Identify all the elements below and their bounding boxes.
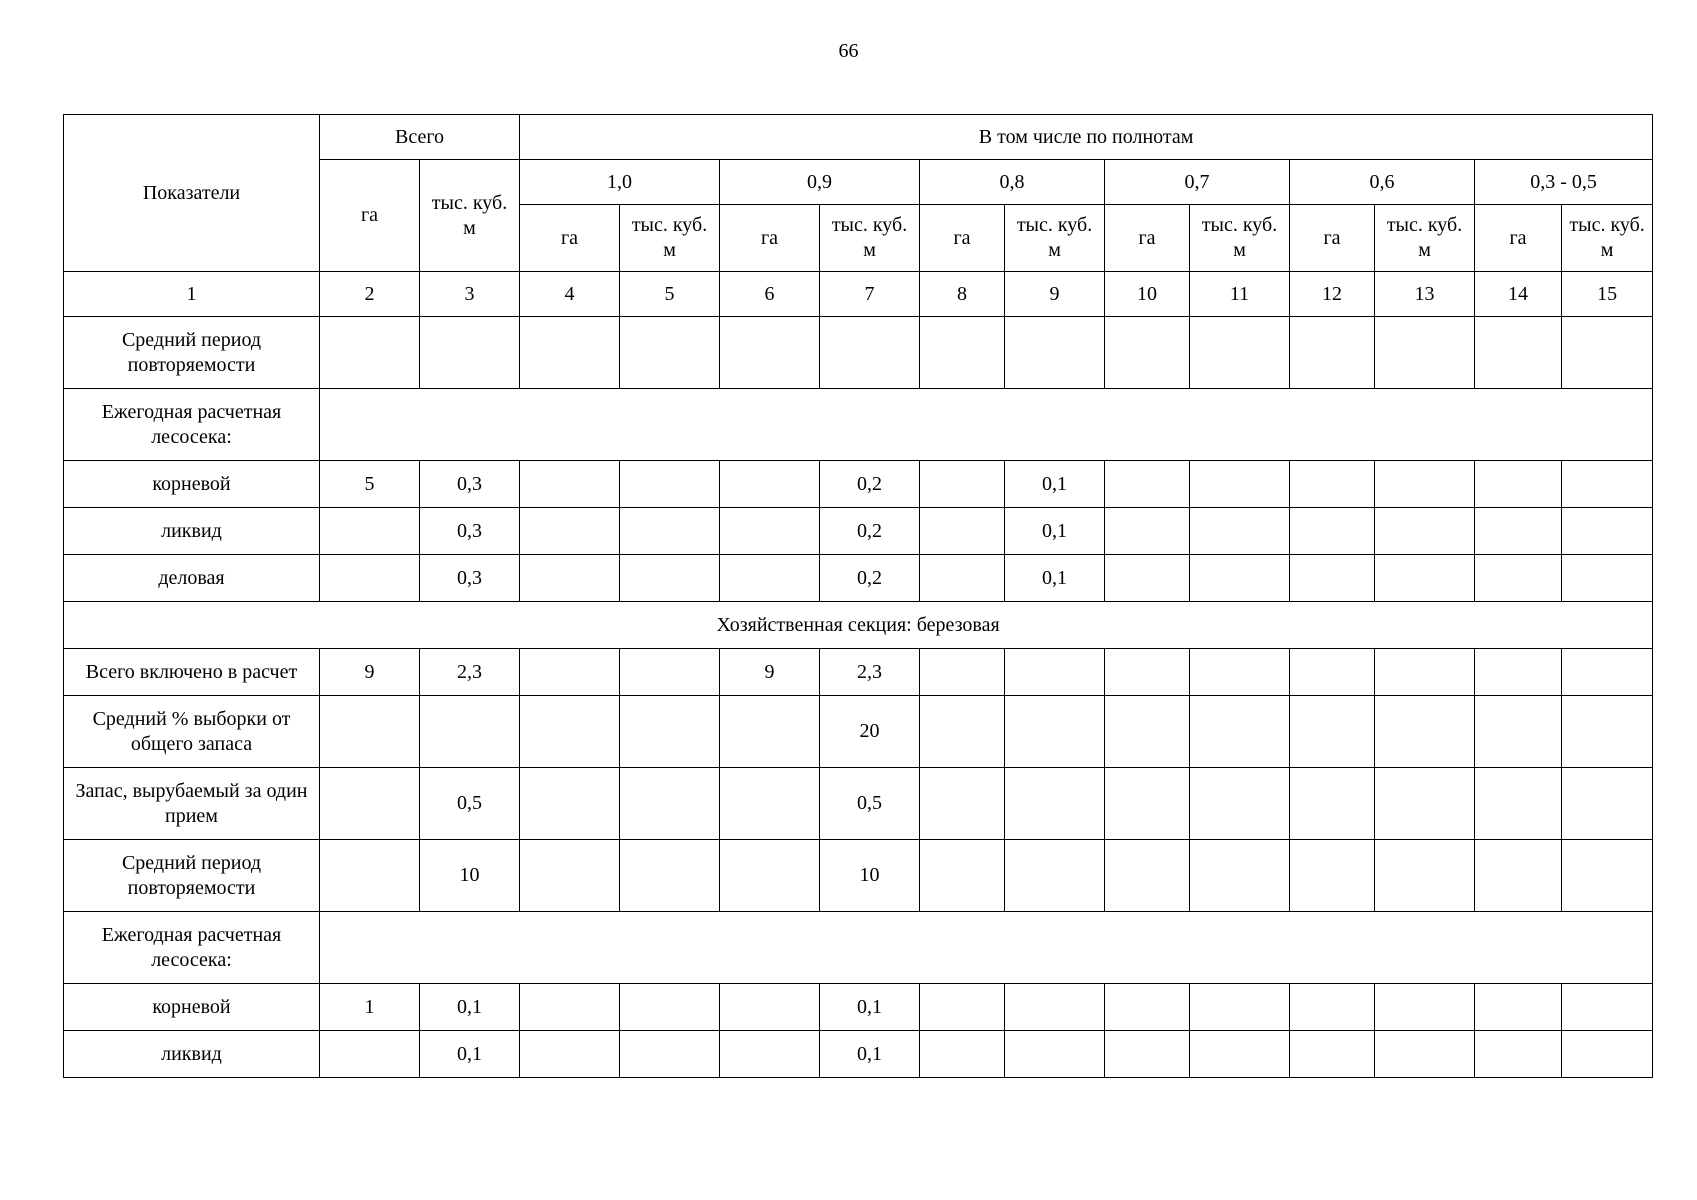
table-cell xyxy=(1290,696,1375,768)
table-cell xyxy=(1290,508,1375,555)
table-cell xyxy=(720,317,820,389)
table-row xyxy=(64,555,1653,602)
table-cell xyxy=(1105,508,1190,555)
header-density-2-volume: тыс. куб. м xyxy=(820,205,920,272)
table-cell xyxy=(320,768,420,840)
table-row xyxy=(64,768,1653,840)
table-cell xyxy=(1190,461,1290,508)
table-cell xyxy=(520,555,620,602)
table-cell xyxy=(720,768,820,840)
header-density-3-ha: га xyxy=(920,205,1005,272)
table-cell xyxy=(1005,649,1105,696)
table-cell xyxy=(420,317,520,389)
table-cell xyxy=(1475,696,1562,768)
column-number-8: 8 xyxy=(920,272,1005,317)
table-cell xyxy=(320,508,420,555)
table-cell: 9 xyxy=(320,649,420,696)
row-label: Ежегодная расчетная лесосека: xyxy=(64,389,320,461)
header-density-6-ha: га xyxy=(1475,205,1562,272)
table-cell xyxy=(320,1031,420,1078)
row-label: деловая xyxy=(64,555,320,602)
table-cell xyxy=(1190,768,1290,840)
table-cell xyxy=(620,768,720,840)
header-density-4-ha: га xyxy=(1105,205,1190,272)
table-cell: 10 xyxy=(420,840,520,912)
table-cell xyxy=(1105,317,1190,389)
section-title: Хозяйственная секция: березовая xyxy=(64,602,1653,649)
header-density-3-volume: тыс. куб. м xyxy=(1005,205,1105,272)
column-numbers-row xyxy=(64,272,1653,317)
table-row xyxy=(64,1031,1653,1078)
table-cell xyxy=(1290,1031,1375,1078)
header-total-volume: тыс. куб. м xyxy=(420,160,520,272)
column-number-3: 3 xyxy=(420,272,520,317)
header-density-1: 1,0 xyxy=(520,160,720,205)
table-cell xyxy=(920,649,1005,696)
table-cell xyxy=(1290,317,1375,389)
table-cell xyxy=(1190,840,1290,912)
table-cell xyxy=(1290,649,1375,696)
data-table xyxy=(63,114,1653,1078)
table-cell xyxy=(1005,317,1105,389)
table-cell xyxy=(1105,555,1190,602)
table-cell xyxy=(1562,696,1653,768)
table-cell xyxy=(1105,1031,1190,1078)
table-cell: 0,2 xyxy=(820,461,920,508)
table-cell: 0,3 xyxy=(420,508,520,555)
table-row xyxy=(64,602,1653,649)
header-density-6: 0,3 - 0,5 xyxy=(1475,160,1653,205)
table-cell xyxy=(1562,461,1653,508)
row-label: корневой xyxy=(64,984,320,1031)
table-cell xyxy=(1190,984,1290,1031)
column-number-11: 11 xyxy=(1190,272,1290,317)
table-cell xyxy=(1005,696,1105,768)
table-cell xyxy=(1562,768,1653,840)
table-cell xyxy=(720,555,820,602)
table-cell xyxy=(1105,461,1190,508)
column-number-7: 7 xyxy=(820,272,920,317)
table-cell: 20 xyxy=(820,696,920,768)
column-number-10: 10 xyxy=(1105,272,1190,317)
table-cell xyxy=(320,555,420,602)
table-cell xyxy=(520,840,620,912)
column-number-13: 13 xyxy=(1375,272,1475,317)
table-cell xyxy=(520,1031,620,1078)
table-cell xyxy=(620,984,720,1031)
table-cell xyxy=(720,696,820,768)
table-cell: 0,1 xyxy=(420,984,520,1031)
table-cell xyxy=(1562,1031,1653,1078)
table-cell xyxy=(1375,768,1475,840)
table-cell xyxy=(320,317,420,389)
row-label: Средний период повторяемости xyxy=(64,840,320,912)
table-row xyxy=(64,389,1653,461)
table-cell xyxy=(1005,768,1105,840)
header-total: Всего xyxy=(320,115,520,160)
table-cell xyxy=(1290,984,1375,1031)
table-cell xyxy=(1005,984,1105,1031)
row-label: Запас, вырубаемый за один прием xyxy=(64,768,320,840)
table-cell xyxy=(620,840,720,912)
table-cell xyxy=(1190,1031,1290,1078)
table-cell xyxy=(1475,649,1562,696)
table-cell xyxy=(1375,461,1475,508)
table-cell xyxy=(1005,1031,1105,1078)
header-row-1 xyxy=(64,115,1653,160)
header-density-5-volume: тыс. куб. м xyxy=(1375,205,1475,272)
table-cell xyxy=(1562,984,1653,1031)
table-cell xyxy=(1105,649,1190,696)
table-cell xyxy=(720,508,820,555)
table-cell xyxy=(320,696,420,768)
table-cell xyxy=(520,461,620,508)
table-cell xyxy=(1375,555,1475,602)
table-cell xyxy=(720,984,820,1031)
table-cell xyxy=(1475,984,1562,1031)
table-cell xyxy=(620,461,720,508)
table-cell xyxy=(1105,768,1190,840)
table-cell xyxy=(1375,508,1475,555)
row-label: ликвид xyxy=(64,1031,320,1078)
row-label: Ежегодная расчетная лесосека: xyxy=(64,912,320,984)
row-label: корневой xyxy=(64,461,320,508)
table-cell: 0,1 xyxy=(1005,461,1105,508)
table-cell xyxy=(920,317,1005,389)
column-number-4: 4 xyxy=(520,272,620,317)
header-density-2-ha: га xyxy=(720,205,820,272)
table-cell: 2,3 xyxy=(820,649,920,696)
table-cell xyxy=(1562,508,1653,555)
page-number: 66 xyxy=(838,40,859,62)
merged-empty-cell xyxy=(320,912,1653,984)
table-cell xyxy=(1290,840,1375,912)
table-cell: 0,1 xyxy=(820,984,920,1031)
header-indicators: Показатели xyxy=(64,115,320,272)
header-by-density: В том числе по полнотам xyxy=(520,115,1653,160)
table-cell xyxy=(920,696,1005,768)
table-cell xyxy=(920,984,1005,1031)
header-density-5-ha: га xyxy=(1290,205,1375,272)
table-cell: 0,1 xyxy=(820,1031,920,1078)
table-body xyxy=(64,317,1653,1078)
table-cell xyxy=(1290,461,1375,508)
merged-empty-cell xyxy=(320,389,1653,461)
header-density-3: 0,8 xyxy=(920,160,1105,205)
table-cell xyxy=(1562,840,1653,912)
table-cell xyxy=(920,508,1005,555)
table-cell xyxy=(1290,768,1375,840)
table-cell xyxy=(620,317,720,389)
table-cell xyxy=(620,1031,720,1078)
table-row xyxy=(64,317,1653,389)
table-cell xyxy=(920,461,1005,508)
table-cell xyxy=(1290,555,1375,602)
table-cell xyxy=(1375,984,1475,1031)
table-cell xyxy=(520,649,620,696)
table-cell xyxy=(1475,768,1562,840)
table-cell: 9 xyxy=(720,649,820,696)
table-cell xyxy=(1105,984,1190,1031)
table-cell xyxy=(1475,508,1562,555)
table-cell xyxy=(1190,555,1290,602)
header-density-6-volume: тыс. куб. м xyxy=(1562,205,1653,272)
table-cell xyxy=(520,696,620,768)
table-cell xyxy=(820,317,920,389)
table-cell xyxy=(620,555,720,602)
table-row xyxy=(64,840,1653,912)
column-number-6: 6 xyxy=(720,272,820,317)
header-density-1-volume: тыс. куб. м xyxy=(620,205,720,272)
header-density-2: 0,9 xyxy=(720,160,920,205)
header-total-ha: га xyxy=(320,160,420,272)
table-cell: 0,3 xyxy=(420,555,520,602)
table-cell xyxy=(1562,317,1653,389)
table-cell xyxy=(620,649,720,696)
table-cell xyxy=(620,508,720,555)
table-cell xyxy=(1190,649,1290,696)
table-cell xyxy=(1475,1031,1562,1078)
table-cell xyxy=(1005,840,1105,912)
table-cell xyxy=(1475,840,1562,912)
column-number-2: 2 xyxy=(320,272,420,317)
table-cell xyxy=(620,696,720,768)
table-cell: 1 xyxy=(320,984,420,1031)
table-cell xyxy=(920,555,1005,602)
table-row xyxy=(64,912,1653,984)
table-cell xyxy=(920,768,1005,840)
table-cell xyxy=(1375,696,1475,768)
table-row xyxy=(64,461,1653,508)
header-density-1-ha: га xyxy=(520,205,620,272)
table-cell xyxy=(1190,508,1290,555)
table-cell: 5 xyxy=(320,461,420,508)
column-number-5: 5 xyxy=(620,272,720,317)
table-row xyxy=(64,649,1653,696)
table-cell: 0,5 xyxy=(420,768,520,840)
table-cell xyxy=(1375,649,1475,696)
table-row xyxy=(64,508,1653,555)
row-label: Средний % выборки от общего запаса xyxy=(64,696,320,768)
table-cell xyxy=(420,696,520,768)
table-cell xyxy=(1475,317,1562,389)
table-row xyxy=(64,696,1653,768)
table-cell: 0,1 xyxy=(420,1031,520,1078)
table-cell xyxy=(520,317,620,389)
table-cell xyxy=(1190,317,1290,389)
table-cell xyxy=(1105,840,1190,912)
table-cell xyxy=(1375,1031,1475,1078)
header-density-4-volume: тыс. куб. м xyxy=(1190,205,1290,272)
header-density-5: 0,6 xyxy=(1290,160,1475,205)
table-cell xyxy=(520,768,620,840)
table-cell xyxy=(1562,555,1653,602)
table-cell: 2,3 xyxy=(420,649,520,696)
table-cell: 0,2 xyxy=(820,508,920,555)
table-cell xyxy=(920,840,1005,912)
row-label: Всего включено в расчет xyxy=(64,649,320,696)
table-cell xyxy=(720,1031,820,1078)
table-cell: 0,1 xyxy=(1005,508,1105,555)
column-number-9: 9 xyxy=(1005,272,1105,317)
table-cell xyxy=(1475,555,1562,602)
table-cell xyxy=(1375,840,1475,912)
table-cell xyxy=(720,840,820,912)
table-cell: 10 xyxy=(820,840,920,912)
table-cell xyxy=(1562,649,1653,696)
header-density-4: 0,7 xyxy=(1105,160,1290,205)
table-cell xyxy=(1190,696,1290,768)
table-cell: 0,1 xyxy=(1005,555,1105,602)
table-cell xyxy=(1105,696,1190,768)
table-cell: 0,3 xyxy=(420,461,520,508)
table-cell xyxy=(720,461,820,508)
table-cell: 0,2 xyxy=(820,555,920,602)
column-number-15: 15 xyxy=(1562,272,1653,317)
table-cell: 0,5 xyxy=(820,768,920,840)
column-number-14: 14 xyxy=(1475,272,1562,317)
table-cell xyxy=(520,508,620,555)
table-cell xyxy=(1475,461,1562,508)
table-row xyxy=(64,984,1653,1031)
table-cell xyxy=(320,840,420,912)
column-number-12: 12 xyxy=(1290,272,1375,317)
table-cell xyxy=(520,984,620,1031)
column-number-1: 1 xyxy=(64,272,320,317)
row-label: ликвид xyxy=(64,508,320,555)
table-cell xyxy=(1375,317,1475,389)
table-cell xyxy=(920,1031,1005,1078)
row-label: Средний период повторяемости xyxy=(64,317,320,389)
